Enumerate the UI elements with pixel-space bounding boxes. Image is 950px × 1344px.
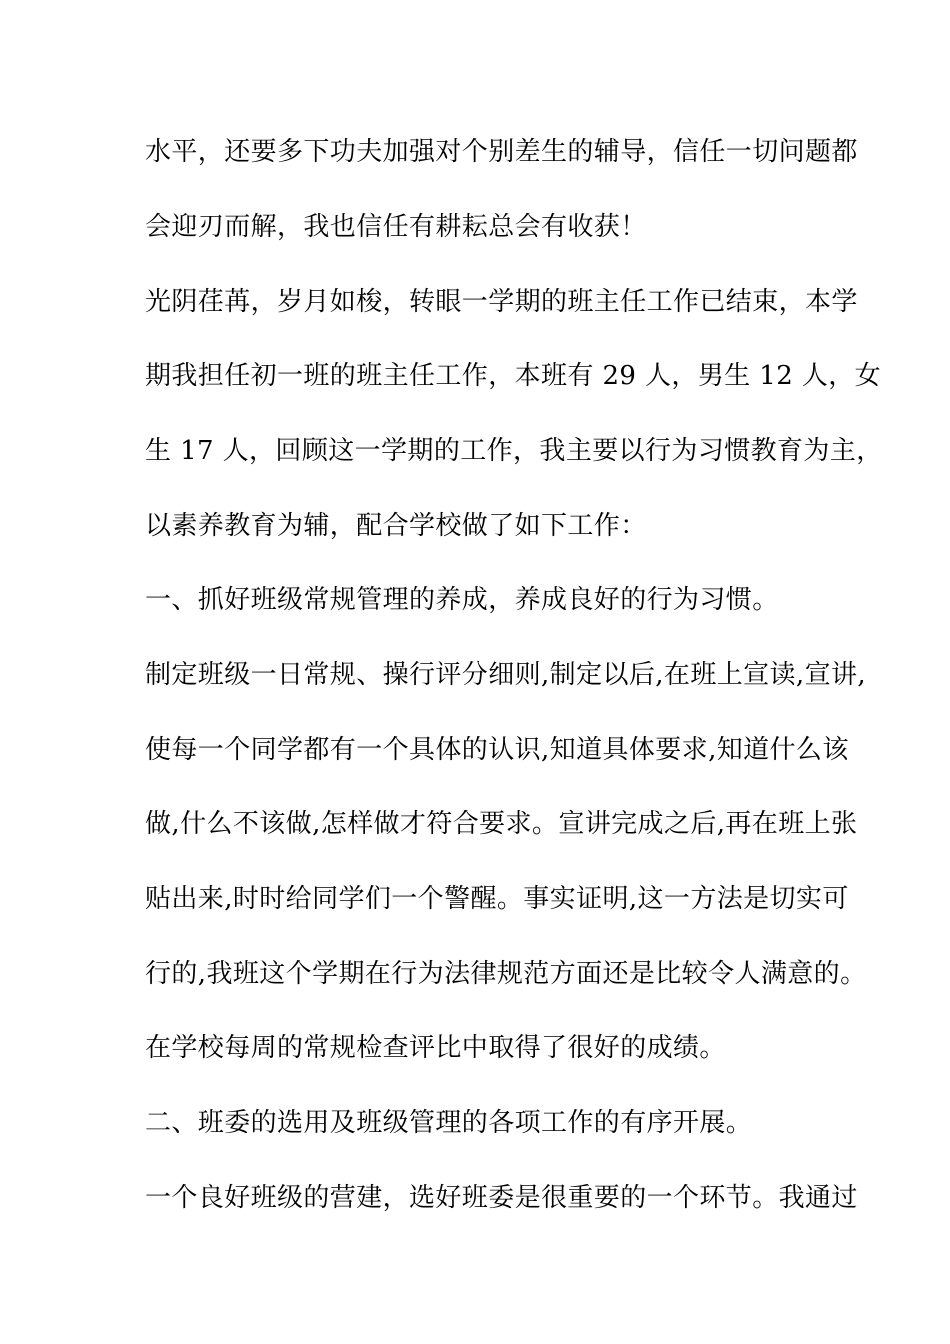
text-line: 期我担任初一班的班主任工作，本班有 29 人，男生 12 人，女 [145,361,882,391]
text-line: 贴出来,时时给同学们一个警醒。事实证明,这一方法是切实可 [145,884,849,914]
text-line: 生 17 人，回顾这一学期的工作，我主要以行为习惯教育为主， [145,436,883,466]
text-line: 以素养教育为辅，配合学校做了如下工作： [145,511,647,541]
text-line: 水平，还要多下功夫加强对个别差生的辅导，信任一切问题都 [145,137,858,167]
text-line: 一个良好班级的营建，选好班委是很重要的一个环节。我通过 [145,1183,858,1213]
text-line: 行的,我班这个学期在行为法律规范方面还是比较令人满意的。 [145,959,867,989]
text-line: 使每一个同学都有一个具体的认识,知道具体要求,知道什么该 [145,735,849,765]
text-line: 做,什么不该做,怎样做才符合要求。宣讲完成之后,再在班上张 [145,809,858,839]
text-line: 制定班级一日常规、操行评分细则,制定以后,在班上宣读,宣讲, [145,660,867,690]
text-line: 会迎刃而解，我也信任有耕耘总会有收获！ [145,212,647,242]
section-heading: 二、班委的选用及班级管理的各项工作的有序开展。 [145,1108,753,1138]
text-line: 光阴荏苒，岁月如梭，转眼一学期的班主任工作已结束，本学 [145,287,858,317]
text-line: 在学校每周的常规检查评比中取得了很好的成绩。 [145,1033,726,1063]
section-heading: 一、抓好班级常规管理的养成，养成良好的行为习惯。 [145,585,779,615]
